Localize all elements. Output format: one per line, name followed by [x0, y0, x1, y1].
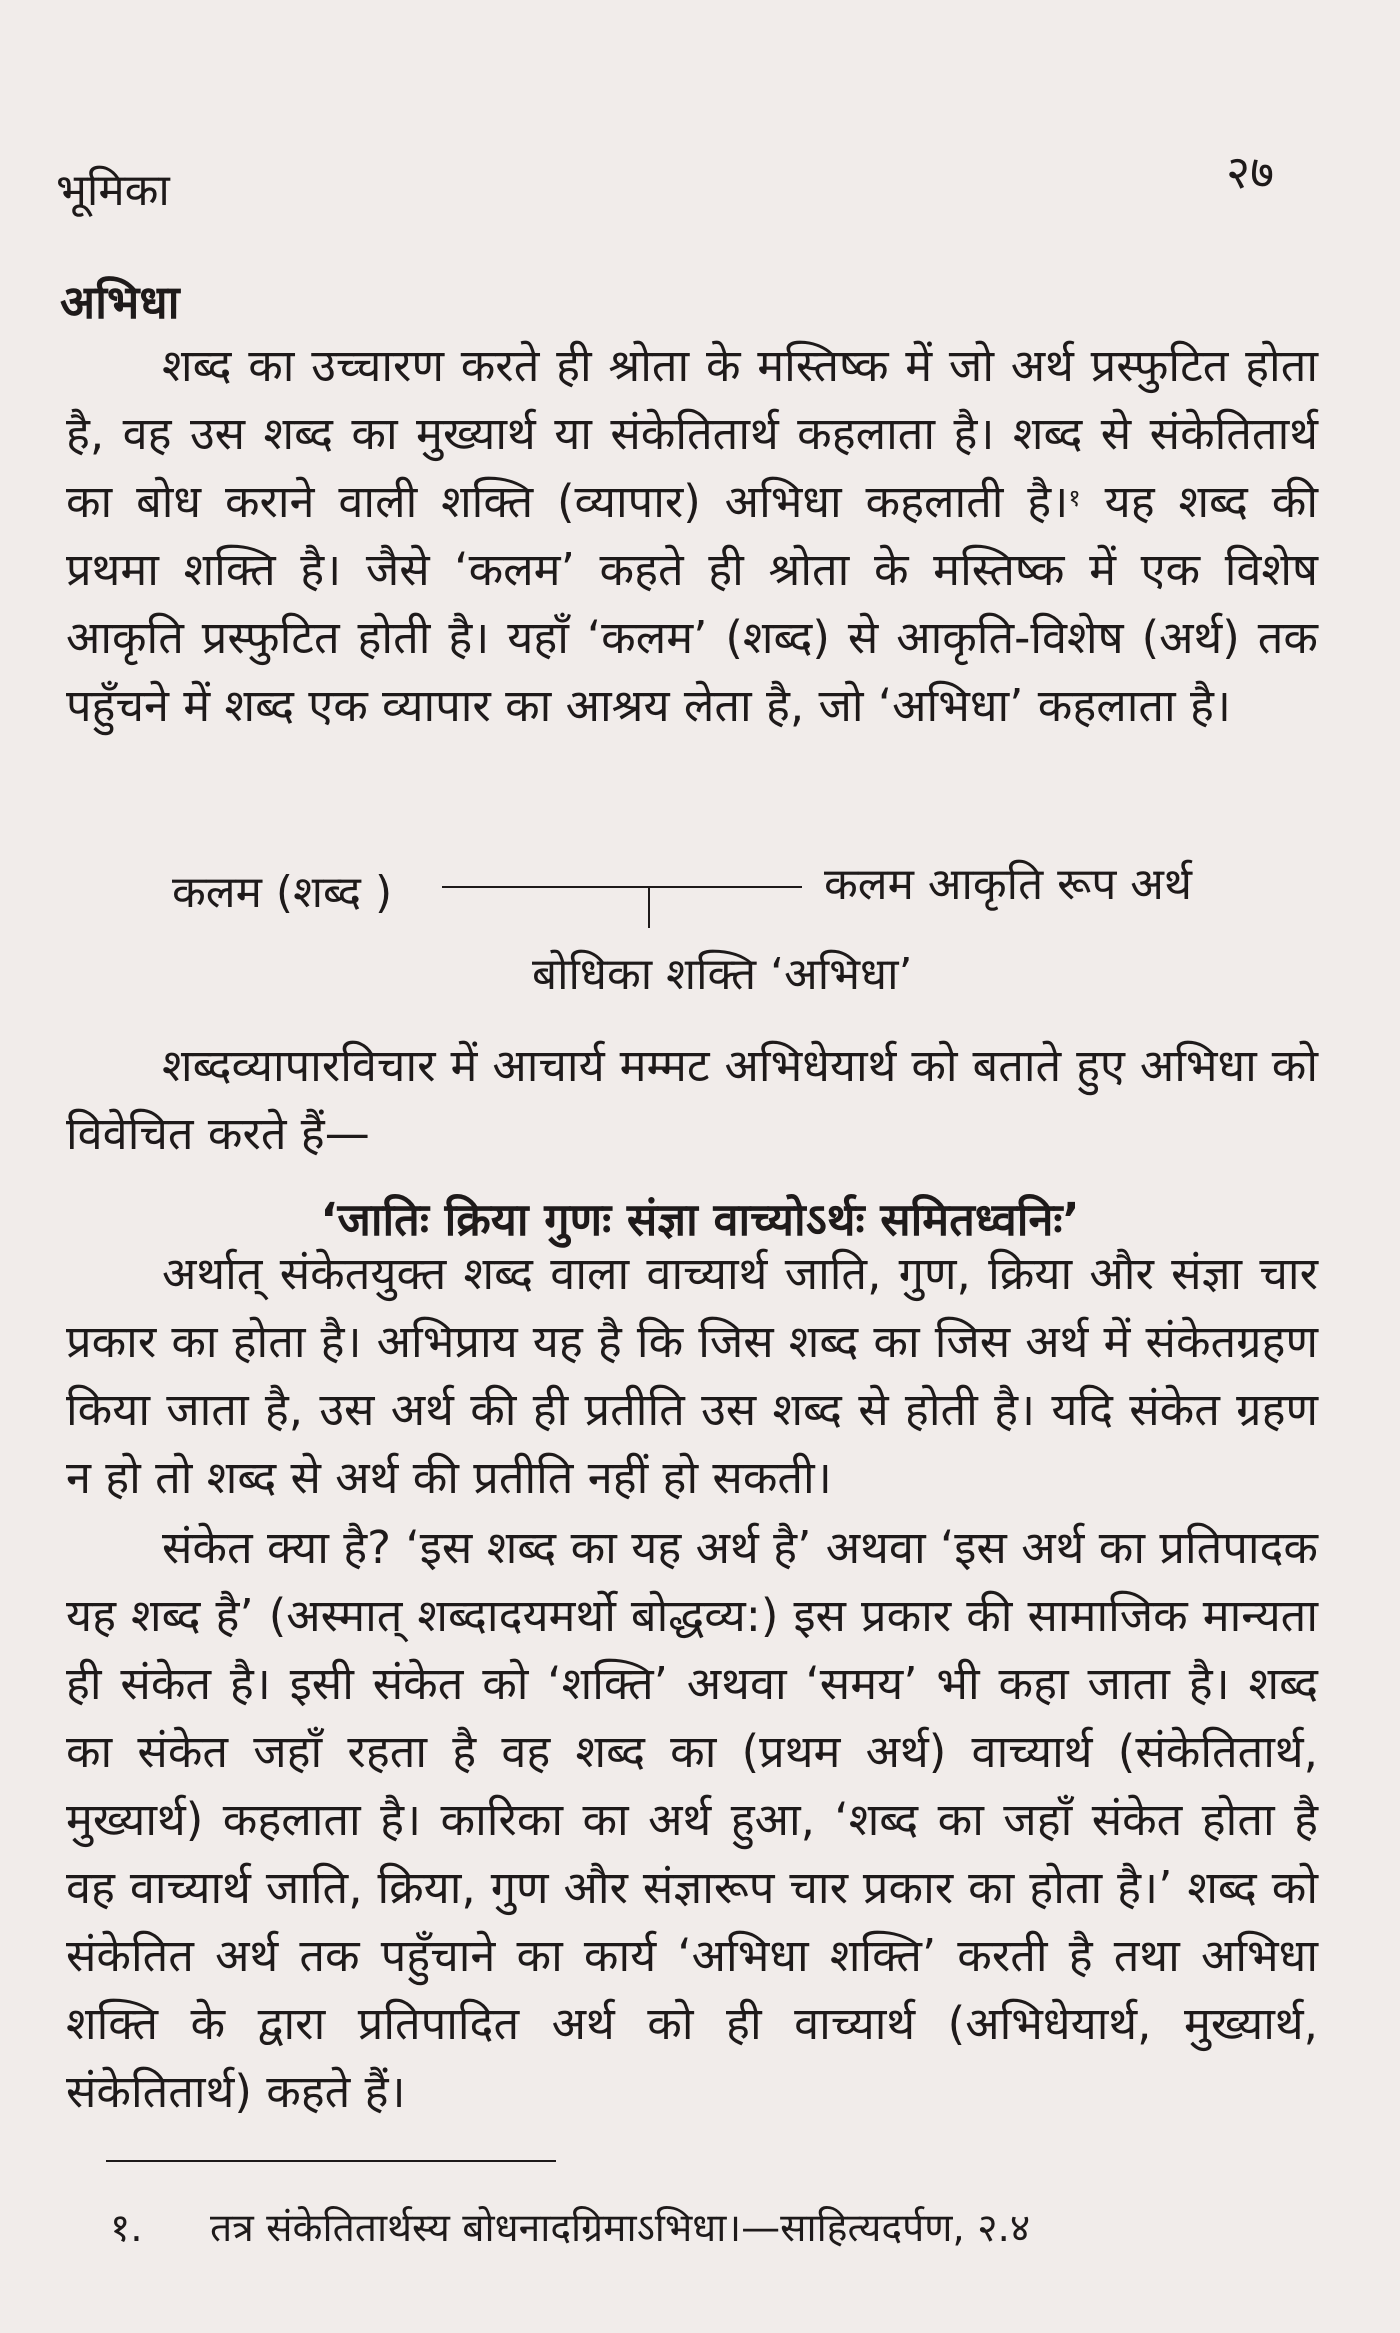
- section-heading: अभिधा: [60, 275, 180, 329]
- footnote-reference: १: [1068, 484, 1081, 512]
- paragraph-1-continued: यह शब्द की प्रथमा शक्ति है। जैसे ‘कलम’ कहते ही श्रोता के मस्तिष्क में एक विशेष आकृति प्रस्फुटित होती है। यहाँ ‘कलम’ (शब्द) से आकृति-विशेष (अर्थ) तक पहुँचने में शब्द एक व्यापार का आश्रय लेता है, जो ‘अभिधा’ कहलाता है।: [66, 475, 1318, 732]
- diagram-power-label: बोधिका शक्ति ‘अभिधा’: [532, 949, 913, 1000]
- page-number: २७: [1226, 145, 1274, 199]
- karika-verse: ‘जातिः क्रिया गुणः संज्ञा वाच्योऽर्थः समितध्वनिः’: [320, 1193, 1080, 1246]
- diagram-connector-tick: [648, 888, 650, 928]
- footnote-divider: [106, 2160, 556, 2162]
- paragraph-1: [66, 332, 1318, 740]
- abhidha-diagram: [0, 840, 1400, 1000]
- paragraph-3: अर्थात् संकेतयुक्त शब्द वाला वाच्यार्थ जाति, गुण, क्रिया और संज्ञा चार प्रकार का होता है। अभिप्राय यह है कि जिस शब्द का जिस अर्थ में संकेतग्रहण किया जाता है, उस अर्थ की ही प्रतीति उस शब्द से होती है। यदि संकेत ग्रहण न हो तो शब्द से अर्थ की प्रतीति नहीं हो सकती।: [66, 1247, 1318, 1504]
- footnote: [110, 2200, 1030, 2253]
- paragraph-4: संकेत क्या है? ‘इस शब्द का यह अर्थ है’ अथवा ‘इस अर्थ का प्रतिपादक यह शब्द है’ (अस्मात् शब्दादयमर्थो बोद्धव्य:) इस प्रकार की सामाजिक मान्यता ही संकेत है। इसी संकेत को ‘शक्ति’ अथवा ‘समय’ भी कहा जाता है। शब्द का संकेत जहाँ रहता है वह शब्द का (प्रथम अर्थ) वाच्यार्थ (संकेतितार्थ, मुख्यार्थ) कहलाता है। कारिका का अर्थ हुआ, ‘शब्द का जहाँ संकेत होता है वह वाच्यार्थ जाति, क्रिया, गुण और संज्ञारूप चार प्रकार का होता है।’ शब्द को संकेतित अर्थ तक पहुँचाने का कार्य ‘अभिधा शक्ति’ करती है तथा अभिधा शक्ति के द्वारा प्रतिपादित अर्थ को ही वाच्यार्थ (अभिधेयार्थ, मुख्यार्थ, संकेतितार्थ) कहते हैं।: [66, 1521, 1318, 2118]
- footnote-text: तत्र संकेतितार्थस्य बोधनादग्रिमाऽभिधा।—साहित्यदर्पण, २.४: [210, 2206, 1031, 2251]
- diagram-connector-line: [442, 886, 802, 888]
- running-header: भूमिका: [56, 165, 170, 216]
- diagram-meaning-label: कलम आकृति रूप अर्थ: [824, 859, 1193, 910]
- diagram-word-label: कलम (शब्द ): [172, 867, 393, 918]
- paragraph-2: शब्दव्यापारविचार में आचार्य मम्मट अभिधेयार्थ को बताते हुए अभिधा को विवेचित करते हैं—: [66, 1039, 1318, 1160]
- paragraph-1-text: शब्द का उच्चारण करते ही श्रोता के मस्तिष्क में जो अर्थ प्रस्फुटित होता है, वह उस शब्द का मुख्यार्थ या संकेतितार्थ कहलाता है। शब्द से संकेतितार्थ का बोध कराने वाली शक्ति (व्यापार) अभिधा कहलाती है।: [66, 339, 1318, 528]
- footnote-number: १.: [110, 2206, 143, 2251]
